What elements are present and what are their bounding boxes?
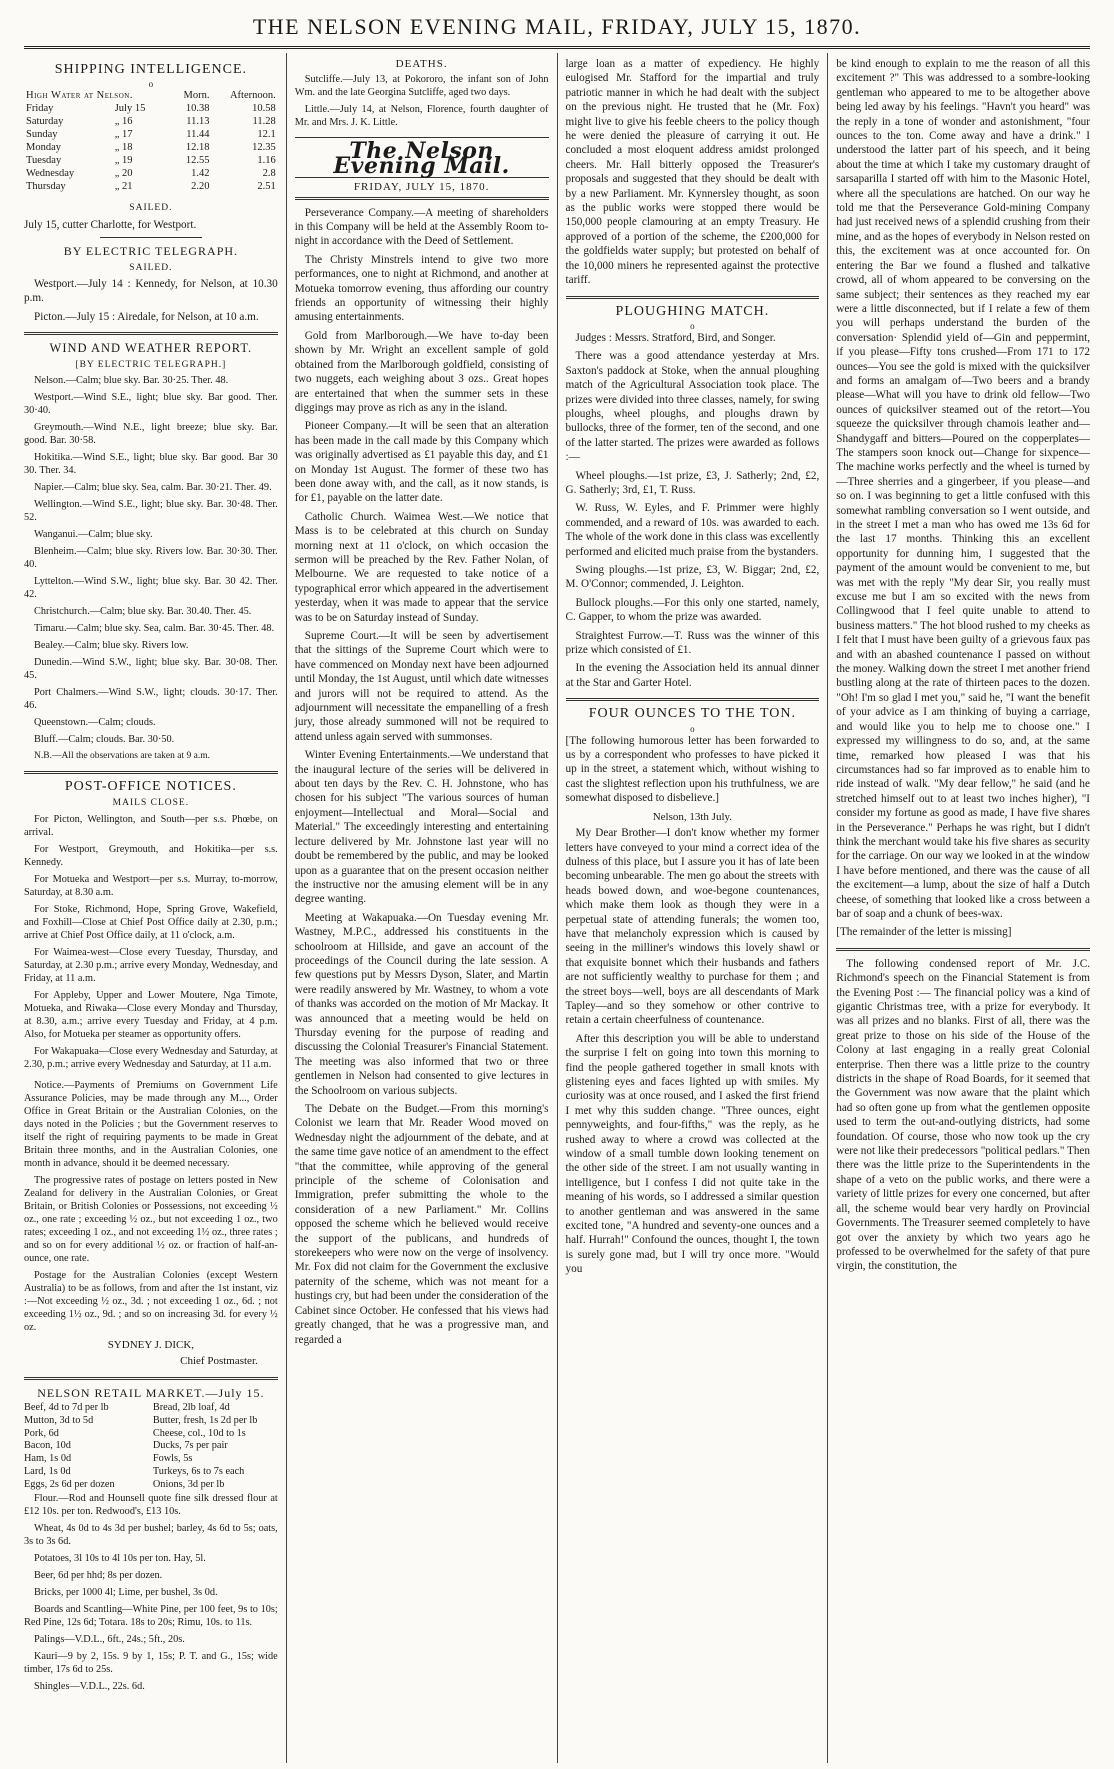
market-item: Onions, 3d per lb: [152, 1478, 225, 1490]
post-newspapers: Postage for the Australian Colonies (except Western Australia) to be as follows, from and after the 1st instant, viz :—Not exceeding ½ oz., 3d. ; not exceeding 1 oz., 6d. ; not exceeding 1½ oz., 9d. ; and so on increasing 3d. for every ½ oz.: [24, 1269, 278, 1333]
weather-item: Blenheim.—Calm; blue sky. Rivers low. Bar. 30·30. Ther. 40.: [24, 546, 278, 571]
market-line: Palings—V.D.L., 6ft., 24s.; 5ft., 20s.: [34, 1633, 185, 1645]
article-paragraph: Meeting at Wakapuaka.—On Tuesday evening Mr. Wastney, M.P.C., addressed his constituents in the schoolroom at Hillside, and gave an account of the proceedings of the Council during the late session. A few questions put by Messrs Dyson, Slater, and Martin were readily answered by Mr. Wastney, to whom a vote of thanks was accorded on the motion of Mr Mackay. It was announced that a meeting would be held on Thursday evening for the purpose of reading and discussing the Colonial Treasurer's Financial Statement. The meeting was also informed that two or three gentlemen in Nelson had consented to give lectures in the Schoolroom on various subjects.: [294, 911, 549, 1097]
tide-date: „ 16: [114, 116, 133, 128]
tide-day: Saturday: [26, 116, 64, 128]
weather-list: [24, 374, 278, 763]
tide-day: Tuesday: [26, 155, 62, 167]
tide-date: „ 21: [114, 181, 133, 193]
market-line: Potatoes, 3l 10s to 4l 10s per ton. Hay, 5l.: [34, 1552, 206, 1564]
post-item: For Appleby, Upper and Lower Moutere, Nga Timote, Motueka, and Riwaka—Close every Monday and Thursday, at 8.30, a.m.; arrive every Tuesday and Friday, at 4 p.m. Also, for Motueka per steamer as opportunity offers.: [24, 989, 278, 1040]
weather-item: Greymouth.—Wind N.E., light breeze; blue sky. Bar. good. Bar. 30·58.: [24, 422, 278, 447]
tide-afternoon: 12.35: [252, 142, 276, 154]
market-item: Pork, 6d: [24, 1427, 59, 1439]
tide-row: [24, 128, 278, 141]
paper-date: FRIDAY, JULY 15, 1870.: [353, 181, 490, 194]
tide-morn: 10.38: [185, 103, 210, 115]
market-item: Bread, 2lb loaf, 4d: [152, 1402, 230, 1414]
column-4: [827, 53, 1090, 1763]
tide-day: Sunday: [26, 129, 58, 141]
budget-continued: large loan as a matter of expediency. He highly eulogised Mr. Stafford for the impartial and truly patriotic manner in which he had dealt with the subject on the previous night. He trusted that he (Mr. Fox) might live to give his feeble cheers to the policy though he were denied the pleasure of carrying it out. He concluded a most eloquent address amidst prolonged cheers. Mr. Hall bitterly opposed the Treasurer's proposals and suggested that they should be dealt with by a new Parliament. Mr. Kynnersley thought, as soon as the public works were stopped there would be 150,000 people clamouring at an empty Treasury. He approved of a portion of the scheme, the £200,000 for the goldfields water supply; but protested on behalf of the 10,000 miners he represented against the protective tariff.: [565, 58, 820, 287]
post-subtitle: MAILS CLOSE.: [112, 798, 190, 809]
telegraph-sailed: SAILED.: [129, 262, 173, 273]
weather-title: WIND AND WEATHER REPORT.: [49, 341, 253, 356]
tide-afternoon: 1.16: [257, 155, 276, 167]
ploughing-paragraph: Bullock ploughs.—For this only one started, namely, C. Gapper, to whom the prize was awarded.: [565, 596, 820, 624]
ploughing-paragraph: Judges : Messrs. Stratford, Bird, and Songer.: [575, 331, 776, 344]
tide-morn: 2.20: [191, 181, 210, 193]
tide-row: [24, 115, 278, 128]
market-item: Beef, 4d to 7d per lb: [24, 1402, 109, 1414]
ploughing-paragraph: W. Russ, W. Eyles, and F. Primmer were highly commended, and a reward of 10s. was awarded to each. The whole of the work done in this class was excellently performed and elicited much praise from the bystanders.: [565, 502, 820, 558]
post-item: For Stoke, Richmond, Hope, Spring Grove, Wakefield, and Foxhill—Close at Chief Post Office daily at 2.30, p.m.; arrive at Chief Post Office daily, at 11 o'clock, a.m.: [24, 903, 278, 941]
ploughing-paragraph: Straightest Furrow.—T. Russ was the winner of this prize which consisted of £1.: [565, 629, 820, 657]
post-item: For Wakapuaka—Close every Wednesday and Saturday, at 2.30, p.m.; arrive every Wednesday and Saturday, at 11 a.m.: [24, 1045, 278, 1070]
tide-table: [24, 89, 278, 193]
divider: [24, 771, 278, 774]
article-paragraph: The Debate on the Budget.—From this morning's Colonist we learn that Mr. Reader Wood moved on Wednesday night the adjournment of the debate, and at the same time gave notice of an amendment to the effect "that the committee, while approving of the general principle of the scheme of Colonisation and Immigration, prefer submitting the whole to the consideration of a new Parliament." Mr. Collins opposed the scheme which he believed would receive the support of the publicans, and hundreds of storekeepers who were now on the verge of insolvency. Mr. Fox did not claim for the Government the exclusive paternity of the scheme, which was not meant for a hustings cry, but had been under the consideration of the Cabinet since October. He confessed that his views had greatly changed, that he was a progressive man, and regarded a: [294, 1103, 549, 1346]
tide-date: „ 17: [114, 129, 133, 141]
tide-afternoon: 2.8: [262, 168, 276, 180]
tide-row: [24, 154, 278, 167]
post-item: For Westport, Greymouth, and Hokitika—per s.s. Kennedy.: [24, 843, 278, 868]
market-item: Butter, fresh, 1s 2d per lb: [152, 1414, 258, 1426]
market-line: Bricks, per 1000 4l; Lime, per bushel, 3s 0d.: [34, 1586, 218, 1598]
market-item: Ham, 1s 0d: [24, 1453, 72, 1465]
market-right: [153, 1402, 278, 1492]
ornament: o: [148, 79, 154, 90]
divider: [24, 1377, 278, 1380]
market-item: Fowls, 5s: [152, 1453, 193, 1465]
post-list: [24, 813, 278, 1334]
article-paragraph: Catholic Church. Waimea West.—We notice that Mass is to be celebrated at this church on Sunday morning next at 11 o'clock, on which occasion the sermon will be preached by the Rev. Father Nolan, of Melbourne. We are requested to take notice of a typographical error which appeared in the advertisement yesterday, when it was made to appear that the service was to be on Saturday instead of Sunday.: [294, 510, 549, 624]
columns: [24, 53, 1090, 1763]
tide-row: [24, 167, 278, 180]
tide-row: [24, 141, 278, 154]
market-item: Bacon, 10d: [24, 1440, 71, 1452]
deaths-list: [295, 73, 549, 129]
market-line: Shingles—V.D.L., 22s. 6d.: [34, 1680, 145, 1692]
divider: [836, 948, 1090, 951]
post-rates: The progressive rates of postage on letters posted in New Zealand for delivery in the Australian Colonies, or Great Britain, or British Colonies or Possessions, not exceeding ½ oz., one rate ; exceeding ½ oz., but not exceeding 1 oz., two rates; exceeding 1 oz., and not exceeding 1½ oz., three rates ; and so on for every additional ½ oz. or fraction of half-an-ounce, one rate.: [24, 1174, 278, 1264]
post-item: For Picton, Wellington, and South—per s.s. Phœbe, on arrival.: [24, 813, 278, 838]
ploughing-paragraph: Swing ploughs.—1st prize, £3, W. Biggar; 2nd, £2, M. O'Connor; commended, J. Leighton.: [565, 564, 820, 591]
tide-header-morn: Morn.: [183, 90, 210, 102]
weather-item: Christchurch.—Calm; blue sky. Bar. 30.40. Ther. 45.: [34, 606, 252, 618]
weather-subtitle: [BY ELECTRIC TELEGRAPH.]: [75, 359, 227, 370]
market-item: Lard, 1s 0d: [24, 1466, 71, 1478]
weather-item: Dunedin.—Wind S.W., light; blue sky. Bar. 30·08. Ther. 45.: [24, 657, 278, 682]
ploughing-paragraph: There was a good attendance yesterday at Mrs. Saxton's paddock at Stoke, when the annual ploughing match of the Agricultural Association took place. The prizes were divided into three classes, namely, for swing ploughs, wheel ploughs, and ploughs drawn by bullocks, three of the former, ten of the second, and one of the latter started. The prizes were awarded as follows :—: [565, 350, 820, 464]
tide-afternoon: 12.1: [257, 129, 276, 141]
telegraph-item: Picton.—July 15 : Airedale, for Nelson, at 10 a.m.: [34, 310, 259, 323]
tide-row: [24, 102, 278, 115]
article-paragraph: Perseverance Company.—A meeting of shareholders in this Company will be held at the Assembly Room to-night in accordance with the Deed of Settlement.: [294, 206, 549, 248]
letter-remainder-note: [The remainder of the letter is missing]: [836, 926, 1012, 939]
weather-item: Timaru.—Calm; blue sky. Sea, calm. Bar. 30·45. Ther. 48.: [34, 623, 275, 635]
deaths-title: DEATHS.: [395, 58, 448, 70]
masthead: THE NELSON EVENING MAIL, FRIDAY, JULY 15, 1870.: [24, 14, 1090, 49]
letter-paragraph: My Dear Brother—I don't know whether my former letters have conveyed to your mind a correct idea of the dulness of this place, but I assure you it has of late been becoming unbearable. The men go about the streets with heads bowed down, and woe-begone countenances, which make them look as though they were in a perpetual state of attending funerals; the women too, have that melancholy expression which is caused by seeing in the milliner's windows this lovely shawl or that exquisite bonnet which their husbands and fathers are not sufficiently wealthy to purchase for them ; and the street boys—well, boys are all descendants of Mark Tapley—and so they somehow or other contrive to retain a certain cheerfulness of countenance.: [565, 827, 820, 1027]
article-paragraph: Gold from Marlborough.—We have to-day been shown by Mr. Wright an excellent sample of gold obtained from the Marlborough goldfield, consisting of two nuggets, each weighing about 3 ozs.. Great hopes are entertained that when the summer sets in these diggings may prove as rich as any in the island.: [294, 329, 549, 414]
paper-title: The Nelson Evening Mail.: [333, 138, 510, 179]
market-line: Wheat, 4s 0d to 4s 3d per bushel; barley, 4s 6d to 5s; oats, 3s to 3s 6d.: [24, 1522, 278, 1547]
weather-item: Westport.—Wind S.E., light; blue sky. Bar good. Ther. 30·40.: [24, 392, 278, 417]
post-signature: SYDNEY J. DICK,: [107, 1338, 195, 1351]
divider: [295, 197, 549, 200]
weather-item: Port Chalmers.—Wind S.W., light; clouds. 30·17. Ther. 46.: [24, 687, 278, 712]
market-lines: [24, 1492, 278, 1693]
weather-note: N.B.—All the observations are taken at 9 a.m.: [34, 751, 210, 762]
post-item: For Waimea-west—Close every Tuesday, Thursday, and Saturday, at 2.30 p.m.; arrive every Monday, Wednesday, and Friday, at 11 a.m.: [24, 946, 278, 984]
article-paragraph: Winter Evening Entertainments.—We understand that the inaugural lecture of the series will be delivered in about ten days by the Rev. C. H. Johnstone, who has chosen for his subject "The various sources of human enjoyment—Intellectual and Moral—Social and Material." The exceedingly interesting and entertaining lecture delivered by Mr. Johnstone last year will no doubt be remembered by the public, and may be looked upon as a guarantee that on the present occasion neither the instructive nor the amusing element will be in any degree wanting.: [294, 749, 549, 906]
letter-paragraph: After this description you will be able to understand the surprise I felt on going into town this morning to find the people gathered together in small knots with glistening eyes and faces lighted up with smiles. My curiosity was at once roused, and I asked the first friend I met why this sudden change. "Three ounces, eight pennyweights, and four-fifths," was the reply, as he rushed away to where a crowd was collected at the window of a small tumble down looking tenement on the other side of the street. I am not usually wanting in intelligence, but I confess I did not quite take in the meaning of his words, so I addressed a similar question to another gentleman and was answered in the same excited tone, "A hundred and seventy-one ounces and a half. Hurrah!" Confound the ounces, thought I, the town is surely gone mad, but I will try once more. "Would you: [565, 1032, 820, 1276]
market-item: Cheese, col., 10d to 1s: [152, 1427, 246, 1439]
ploughing-paragraph: Wheel ploughs.—1st prize, £3, J. Satherly; 2nd, £2, G. Satherly; 3rd, £1, T. Russ.: [565, 469, 820, 496]
column-1: [24, 53, 286, 1763]
ounces-intro: [The following humorous letter has been forwarded to us by a correspondent who professes to have picked it up in the street, a statement which, without wishing to cast the slightest reflection upon his truthfulness, we are somewhat disposed to disbelieve.]: [565, 734, 820, 805]
tide-day: Friday: [26, 103, 54, 115]
weather-item: Bluff.—Calm; clouds. Bar. 30·50.: [34, 734, 175, 746]
tide-date: „ 18: [114, 142, 133, 154]
shipping-title: SHIPPING INTELLIGENCE.: [54, 62, 248, 77]
weather-item: Wanganui.—Calm; blue sky.: [34, 529, 153, 541]
death-notice: Little.—July 14, at Nelson, Florence, fourth daughter of Mr. and Mrs. J. K. Little.: [294, 104, 549, 129]
tide-afternoon: 2.51: [257, 181, 276, 193]
market-item: Turkeys, 6s to 7s each: [152, 1466, 245, 1478]
tide-date: „ 20: [114, 168, 133, 180]
tide-afternoon: 11.28: [252, 116, 276, 128]
tide-day: Wednesday: [26, 168, 75, 180]
column-3: [557, 53, 828, 1763]
market-line: Flour.—Rod and Hounsell quote fine silk dressed flour at £12 10s. per ton. Redwood's, £13 10s.: [24, 1492, 278, 1517]
weather-item: Bealey.—Calm; blue sky. Rivers low.: [34, 640, 189, 652]
tide-morn: 1.42: [191, 168, 210, 180]
tide-morn: 11.44: [186, 129, 210, 141]
weather-item: Napier.—Calm; blue sky. Sea, calm. Bar. 30·21. Ther. 49.: [34, 482, 272, 494]
tide-day: Monday: [26, 142, 61, 154]
tide-header: [24, 89, 278, 102]
divider: [566, 296, 820, 299]
divider: [100, 237, 202, 238]
post-signature-title: Chief Postmaster.: [180, 1355, 258, 1368]
divider: [566, 698, 820, 701]
divider: [24, 332, 278, 335]
market-item: Eggs, 2s 6d per dozen: [24, 1478, 115, 1490]
article-paragraph: The Christy Minstrels intend to give two more performances, one to night at Richmond, and another at Motueka tomorrow evening, thus affording our country friends an opportunity of witnessing their highly amusing entertainments.: [294, 253, 549, 324]
weather-item: Nelson.—Calm; blue sky. Bar. 30·25. Ther. 48.: [34, 375, 229, 387]
ornament: o: [690, 723, 695, 734]
sailed-text: July 15, cutter Charlotte, for Westport.: [24, 218, 197, 231]
tide-date: July 15: [114, 103, 146, 115]
ploughing-paragraph: In the evening the Association held its annual dinner at the Star and Garter Hotel.: [565, 662, 820, 689]
market-item: Mutton, 3d to 5d: [24, 1414, 94, 1426]
post-item: For Motueka and Westport—per s.s. Murray, to-morrow, Saturday, at 8.30 a.m.: [24, 873, 278, 898]
market-line: Beer, 6d per hhd; 8s per dozen.: [34, 1569, 163, 1581]
weather-item: Hokitika.—Wind S.E., light; blue sky. Bar good. Bar 30 30. Ther. 34.: [24, 452, 278, 477]
article-paragraph: Pioneer Company.—It will be seen that an alteration has been made in the call made by this Company which was originally advertised as £1 payable this day, and £1 on Monday 1st August. The former of these two has been done away with, and the call, as it now stands, is for £1, payable on the latter date.: [294, 420, 549, 505]
telegraph-title: BY ELECTRIC TELEGRAPH.: [63, 244, 239, 259]
market-title: NELSON RETAIL MARKET.—July 15.: [37, 1385, 265, 1400]
column-2: [286, 53, 557, 1763]
market-line: Boards and Scantling—White Pine, per 100 feet, 9s to 10s; Red Pine, 12s 6d; Totara. 18s to 20s; Rimu, 10s. to 11s.: [24, 1603, 278, 1628]
report-paragraph: The following condensed report of Mr. J.C. Richmond's speech on the Financial Statement is from the Evening Post :— The financial policy was a kind of gigantic Christmas tree, with a prize for everybody. It was all prizes and no blanks. First of all, there was the great prize to those on his side of the House of the Colony at last engaging in a really great Colonial enterprise. Then there was a little prize to the country districts in the shape of Road Boards, for it seemed that the Government was now aware that the plaint which had so often gone up from what the gentlemen opposite used to term the out-and-outlying districts, had some foundation. Of course, those who now took up the cry were not like their predecessors "political pedlars." Then there was the little prize to the Superintendents in the shape of a veto on the public works, and there were a variety of little prizes for every one concerned, but after all, the scheme would bear very hardly on Provincial Governments. The Treasurer seemed completely to have got over the anxiety by which two years ago he professed to be overwhelmed for the safety of that pure virgin, the constitution, the: [836, 957, 1090, 1273]
article-paragraph: Supreme Court.—It will be seen by advertisement that the sittings of the Supreme Court which were to have commenced on Monday next have been adjourned until Monday, the 1st August, until which date witnesses and jurors will not be required to attend. As the adjournment will necessitate the empanelling of a fresh jury, those already summoned will not be required to attend unless again served with summonses.: [294, 630, 549, 743]
tide-afternoon: 10.58: [252, 103, 276, 115]
sailed-label: SAILED.: [129, 203, 173, 214]
weather-item: Lyttelton.—Wind S.W., light; blue sky. Bar. 30 42. Ther. 42.: [24, 576, 278, 601]
market-item: Ducks, 7s per pair: [152, 1440, 228, 1452]
tide-morn: 12.18: [185, 142, 210, 154]
market-left: [24, 1402, 149, 1492]
ploughing-title: PLOUGHING MATCH.: [615, 303, 770, 319]
weather-item: Wellington.—Wind S.E., light; blue sky. Bar. 30·48. Ther. 52.: [24, 499, 278, 524]
ornament: o: [690, 320, 695, 331]
tide-row: [24, 180, 278, 193]
ounces-place: Nelson, 13th July.: [652, 810, 733, 823]
market-line: Kauri—9 by 2, 15s. 9 by 1, 15s; P. T. and G., 15s; wide timber, 17s 6d to 25s.: [24, 1650, 278, 1675]
tide-morn: 12.55: [185, 155, 210, 167]
telegraph-item: Westport.—July 14 : Kennedy, for Nelson, at 10.30 p.m.: [24, 278, 278, 305]
death-notice: Sutcliffe.—July 13, at Pokororo, the infant son of John Wm. and the late Georgina Sutcliffe, aged two days.: [294, 74, 549, 99]
post-title: POST-OFFICE NOTICES.: [64, 779, 237, 795]
weather-item: Queenstown.—Calm; clouds.: [34, 717, 156, 729]
ounces-title: FOUR OUNCES TO THE TON.: [588, 706, 796, 722]
tide-header-afternoon: Afternoon.: [229, 90, 276, 102]
tide-date: „ 19: [114, 155, 133, 167]
tide-morn: 11.13: [186, 116, 210, 128]
tide-day: Thursday: [26, 181, 66, 193]
post-notice: Notice.—Payments of Premiums on Government Life Assurance Policies, may be made through any M..., Order Office in Great Britain or the Australian Colonies, on the days noted in the Policies ; but the Government reserves to itself the right of requiring payments to be made in Great Britain three months, and in the Australian Colonies, one month in advance, should it be deemed necessary.: [24, 1079, 278, 1169]
market-grid: [24, 1402, 278, 1492]
letter-continued: be kind enough to explain to me the reason of all this excitement ?" This was addressed to a sombre-looking gentleman who appeared to me to be altogether above being led away by his feelings. "Havn't you heard" was the reply in a tone of wonder and astonishment, "four ounces to the ton. Come away and have a drink." I understood the latter part of his speech, and it being about the time at which I take my customary draught of sarsaparilla I started off with him to the Masonic Hotel, where all the speculations are hatched. On our way he told me that the Perseverance Gold-mining Company had just received news of a splendid crushing from their mine, and as the hopes of everybody in Nelson rested on this, the excitement was at once accounted for. On entering the Bar we found a flushed and talkative crowd, all of whom appeared to be conversing on the same subject; their sentences as they reached my ear were a little disconnected, but if I relate a few of them you will perhaps understand the burden of the conversation· Splendid yield of—Gin and peppermint, if you please—Fifty tons crushed—From 171 to 172 ounces—You see the gold is mixed with the quicksilver and forms an amalgam of—Two beers and a brandy please—What will you have to drink old fellow—Two ounces of quicksilver steamed out of the retort—You squeeze the quicksilver through chamois leather and—Shandygaff and bitters—Poured on the copperplates—The stampers soon knock out—Change for sixpence—The machine works perfectly and the wheel is turned by—Three sherries and a gingerbeer, if you please—and so on. I was beginning to get a little confused with this somewhat rambling conversation so I went outside, and in the street I met a man who has owed me 13s 6d for the last 17 months. Thinking this an excellent opportunity for dunning him, I suggested that the payment of the amount would be convenient to me, but was met with the reply "My dear Sir, you really must excuse me but I am so excited with the news from Collingwood that I feel quite unable to attend to business matters." The hot blood rushed to my cheeks as I felt that I must have been guilty of a grievous faux pas and with an abashed countenance I passed on without the money. Walking down the street I met another friend bustling along at the rate of thirteen paces to the dozen. "Oh! I'm so glad I met you," said he, "I want the benefit of your advice as I am thinking of buying a carriage, and would like you to help me to choose one." I expressed my willingness to do so, and, at the same time, remarked how pleased I was that his circumstances had so far improved as to enable him to ride instead of walk. "My dear fellow," he said (and he stretched himself out to at least two inches higher), "I consider my fortune as good as made, I have five shares in the Perseverance." Perhaps he was right, but I didn't think the merchant would take his five shares as security for the carriage. On our way we looked in at the window I have before mentioned, and there was the cause of all the excitement—a lump, about the size of half a Dutch cheese, of something that looked like a cross between a bar of soap and a chunk of bees-wax.: [836, 58, 1090, 920]
tide-header-label: High Water at Nelson.: [26, 90, 133, 102]
